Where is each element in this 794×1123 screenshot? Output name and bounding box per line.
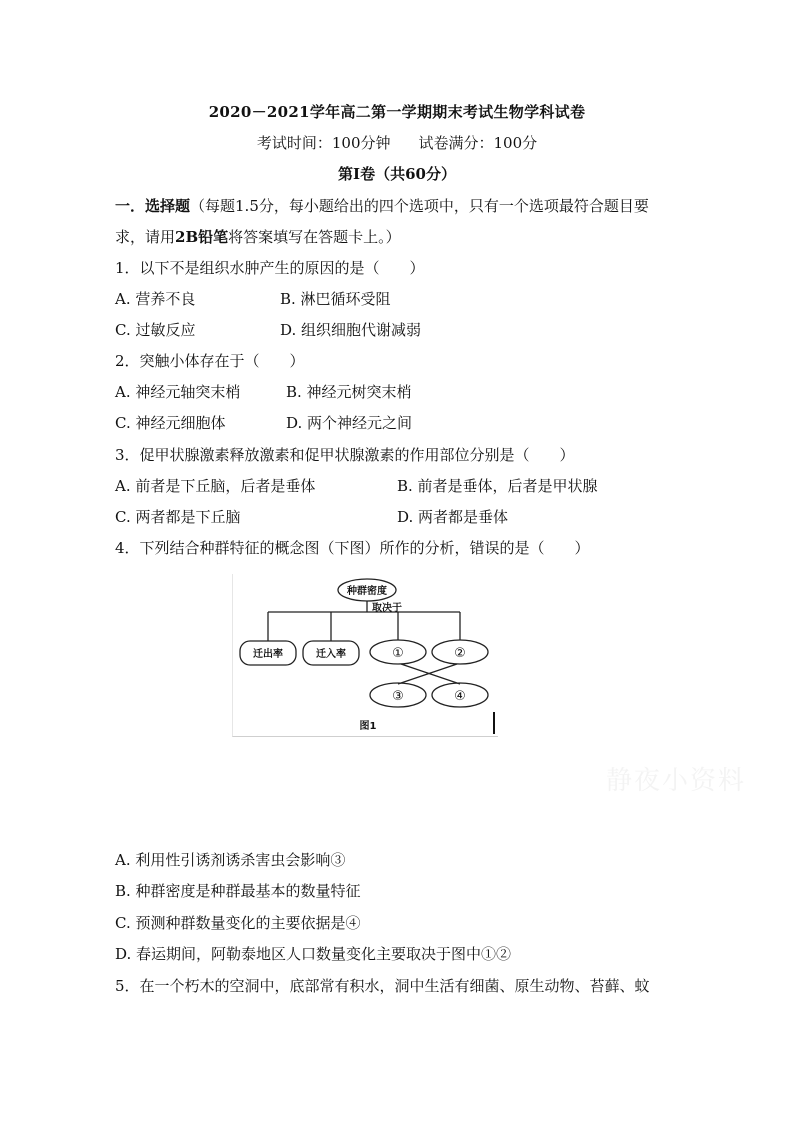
watermark: 静夜小资料 [606,766,747,796]
question-option: C. 两者都是下丘脑 [115,508,241,526]
exam-info [0,132,794,153]
diagram-caption: 图1 [359,721,377,732]
intro-text-2a: 求，请用 [115,228,176,246]
question-option: A. 神经元轴突末梢 [115,383,241,401]
question-stem: 5．在一个朽木的空洞中，底部常有积水，洞中生活有细菌、原生动物、苔藓、蚊 [115,977,650,995]
diagram-top-label: 种群密度 [347,586,387,597]
intro-text-2c: 将答案填写在答题卡上。） [228,228,401,246]
question-option: B. 神经元树突末梢 [286,383,412,401]
exam-time: 考试时间：100分钟 [256,134,391,152]
question-option: A. 营养不良 [115,290,196,308]
question-option: A. 前者是下丘脑，后者是垂体 [115,477,316,495]
question-option: D. 两者都是垂体 [397,508,509,526]
question-option: C. 神经元细胞体 [115,414,226,432]
question-option: D. 组织细胞代谢减弱 [280,321,422,339]
question-option: D. 两个神经元之间 [286,414,413,432]
section-title: 第Ⅰ卷（共60分） [338,165,456,183]
question-option: B. 种群密度是种群最基本的数量特征 [115,882,361,900]
population-concept-diagram [232,574,498,737]
concept-map-svg [233,574,498,736]
diagram-relation-label: 取决于 [372,603,402,614]
intro-text-1: （每题1.5分，每小题给出的四个选项中，只有一个选项最符合题目要 [190,197,649,215]
exam-title: 2020－2021学年高二第一学期期末考试生物学科试卷 [208,103,586,121]
intro-line-2 [115,227,401,247]
question-stem: 2．突触小体存在于（ ） [115,352,305,370]
question-stem: 1．以下不是组织水肿产生的原因的是（ ） [115,259,425,277]
diagram-node-label: 迁出率 [253,649,283,660]
diagram-node-label: ④ [454,689,466,704]
diagram-node-label: ① [392,646,404,661]
diagram-node-label: ② [454,646,466,661]
question-stem: 3．促甲状腺激素释放激素和促甲状腺激素的作用部位分别是（ ） [115,446,575,464]
connector-line [398,664,457,684]
question-option: B. 淋巴循环受阻 [280,290,391,308]
question-option: D. 春运期间，阿勒泰地区人口数量变化主要取决于图中①② [115,945,512,963]
question-option: C. 预测种群数量变化的主要依据是④ [115,914,361,932]
connector-line [401,664,460,684]
exam-score: 试卷满分：100分 [418,134,538,152]
intro-heading: 一．选择题 [115,197,191,215]
diagram-node-label: 迁入率 [316,649,346,660]
diagram-node-label: ③ [392,689,404,704]
intro-line-1 [115,196,649,216]
question-option: B. 前者是垂体，后者是甲状腺 [397,477,598,495]
question-option: A. 利用性引诱剂诱杀害虫会影响③ [115,851,346,869]
intro-pencil: 2B铅笔 [175,228,229,246]
question-stem: 4．下列结合种群特征的概念图（下图）所作的分析，错误的是（ ） [115,539,590,557]
question-option: C. 过敏反应 [115,321,196,339]
